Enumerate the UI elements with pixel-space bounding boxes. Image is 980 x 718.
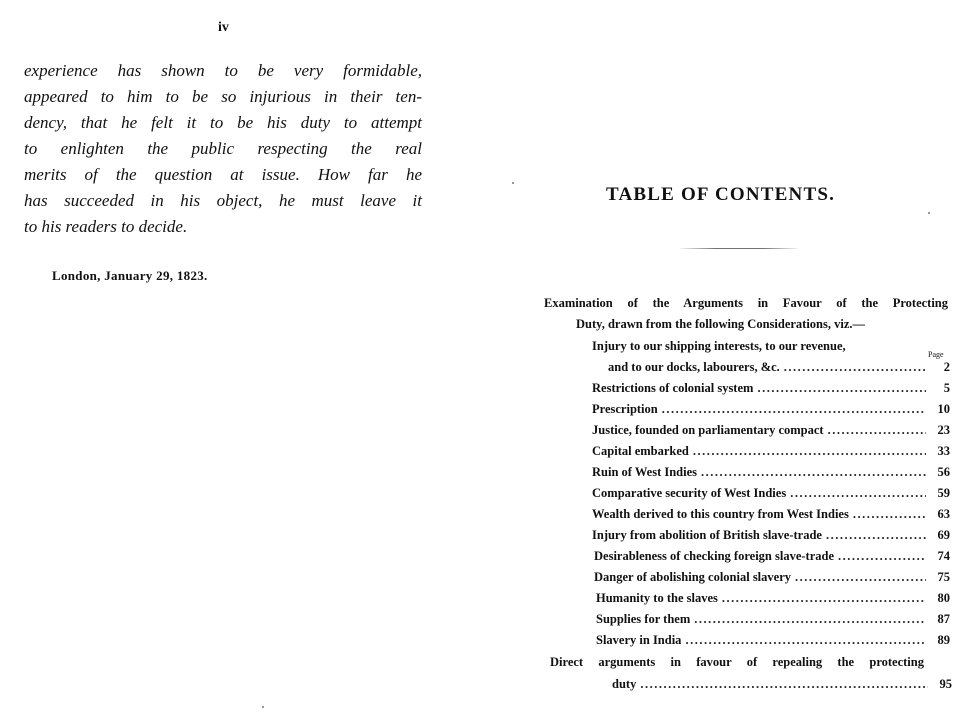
toc-entry: [594, 549, 950, 569]
toc-page-number: 95: [939, 677, 952, 691]
toc-entry-text: Justice, founded on parliamentary compact: [592, 423, 824, 437]
toc-entry-text: Injury to our shipping interests, to our revenue,: [592, 339, 846, 353]
right-page: [490, 0, 980, 718]
preface-line: appeared to him to be so injurious in their ten-: [24, 87, 422, 106]
toc-entry: [592, 381, 950, 401]
toc-entry-text: Comparative security of West Indies: [592, 486, 787, 500]
toc-leader-dots: [685, 633, 926, 648]
paper-speck: [928, 212, 930, 214]
toc-leader-dots: [826, 528, 926, 543]
toc-leader-dots: [640, 677, 928, 692]
preface-line: to enlighten the public respecting the real: [24, 139, 422, 158]
preface-text: [24, 58, 422, 240]
toc-entry: [592, 528, 950, 548]
toc-page-number: 10: [937, 402, 950, 416]
toc-entry-text: Supplies for them: [596, 612, 691, 626]
paper-speck: [262, 706, 264, 708]
toc-entry-text: and to our docks, labourers, &c.: [608, 360, 780, 374]
toc-entry-text: Prescription: [592, 402, 658, 416]
toc-page-number: 5: [943, 381, 950, 395]
signoff-date: London, January 29, 1823.: [52, 268, 208, 283]
toc-page-number: 80: [937, 591, 950, 605]
toc-page-number: 87: [937, 612, 950, 626]
toc-page-number: 63: [937, 507, 950, 521]
toc-leader-dots: [757, 381, 926, 396]
toc-entry-text: Wealth derived to this country from West Indies: [592, 507, 849, 521]
toc-leader-dots: [838, 549, 926, 564]
toc-heading-text: Duty, drawn from the following Considerations, viz.—: [576, 317, 866, 331]
decorative-rule: [680, 248, 798, 249]
toc-title: TABLE OF CONTENTS.: [606, 184, 836, 205]
toc-entry-text: Desirableness of checking foreign slave-trade: [594, 549, 835, 563]
toc-page-number: 2: [943, 360, 950, 374]
preface-line: merits of the question at issue. How far he: [24, 165, 422, 184]
toc-heading-line: [550, 655, 924, 675]
toc-page-number: 59: [937, 486, 950, 500]
toc-heading-text: Direct arguments in favour of repealing the protecting: [550, 655, 924, 669]
toc-heading-line: [576, 317, 942, 337]
toc-page-number: 75: [937, 570, 950, 584]
toc-leader-dots: [853, 507, 926, 522]
toc-entry-text: duty: [612, 677, 637, 691]
toc-leader-dots: [795, 570, 926, 585]
toc-leader-dots: [701, 465, 926, 480]
toc-heading-text: Examination of the Arguments in Favour of the Protecting: [544, 296, 948, 310]
toc-page-number: 23: [937, 423, 950, 437]
toc-entry: [592, 444, 950, 464]
preface-line: has succeeded in his object, he must leave it: [24, 191, 422, 210]
toc-entry: [592, 402, 950, 422]
toc-page-number: 69: [937, 528, 950, 542]
toc-leader-dots: [693, 444, 926, 459]
toc-page-number: 56: [937, 465, 950, 479]
toc-entry: [596, 612, 950, 632]
toc-leader-dots: [828, 423, 926, 438]
toc-entry: [592, 423, 950, 443]
toc-leader-dots: [790, 486, 926, 501]
toc-entry-text: Restrictions of colonial system: [592, 381, 754, 395]
toc-heading-line: [544, 296, 948, 316]
preface-line: dency, that he felt it to be his duty to attempt: [24, 113, 422, 132]
toc-entry: [612, 677, 952, 697]
toc-entry: [592, 486, 950, 506]
toc-page-number: 89: [937, 633, 950, 647]
page-number: iv: [218, 20, 229, 35]
toc-entry: [608, 360, 950, 380]
toc-entry: [592, 507, 950, 527]
toc-entry-text: Ruin of West Indies: [592, 465, 698, 479]
toc-entry-text: Slavery in India: [596, 633, 682, 647]
toc-entry-text: Danger of abolishing colonial slavery: [594, 570, 792, 584]
toc-entry: [592, 339, 922, 359]
toc-entry: [596, 633, 950, 653]
preface-line: experience has shown to be very formidable,: [24, 61, 422, 80]
left-page: [0, 0, 470, 718]
toc-entry: [592, 465, 950, 485]
toc-entry-text: Capital embarked: [592, 444, 689, 458]
toc-page-number: 33: [937, 444, 950, 458]
preface-line: to his readers to decide.: [24, 217, 188, 236]
toc-page-number: 74: [937, 549, 950, 563]
page-column-label: Page: [928, 350, 944, 359]
toc-leader-dots: [784, 360, 926, 375]
toc-entry-text: Humanity to the slaves: [596, 591, 718, 605]
paper-speck: [512, 182, 514, 184]
toc-leader-dots: [662, 402, 926, 417]
toc-entry: [596, 591, 950, 611]
toc-entry: [594, 570, 950, 590]
toc-leader-dots: [722, 591, 926, 606]
toc-entry-text: Injury from abolition of British slave-trade: [592, 528, 822, 542]
toc-leader-dots: [694, 612, 926, 627]
